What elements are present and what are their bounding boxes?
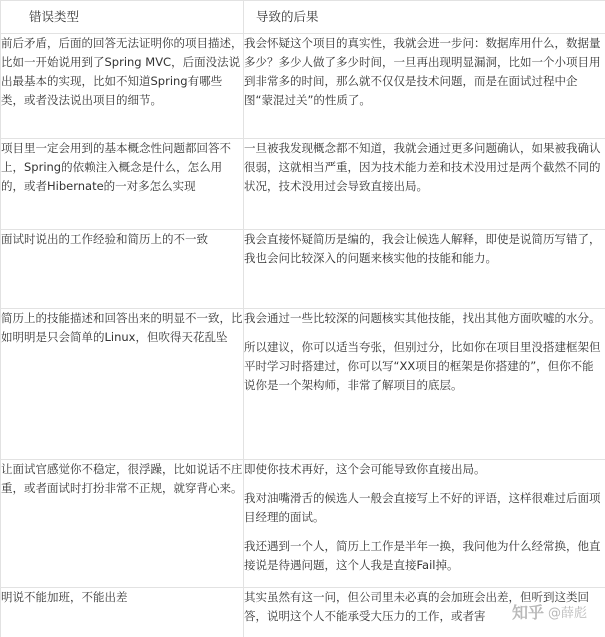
error-type-cell xyxy=(1,588,244,637)
watermark-logo: 知乎 xyxy=(511,603,544,622)
consequence-text: 我还遇到一个人，简历上工作是半年一换，我问他为什么经常换，他直接说是待遇问题，这个人我是直接Fail掉。 xyxy=(244,539,601,572)
error-type-cell xyxy=(1,309,244,460)
consequence-text: 一旦被我发现概念都不知道，我就会通过更多问题确认，如果被我确认很弱，这就相当严重，因为技术能力差和技术没用过是两个截然不同的状况，技术没用过会导致直接出局。 xyxy=(244,141,601,193)
consequence-cell xyxy=(244,230,605,309)
watermark-handle: @薛彪 xyxy=(547,606,587,621)
table-row xyxy=(1,34,605,139)
consequence-text: 我会怀疑这个项目的真实性，我就会进一步问：数据库用什么，数据量多少？多少人做了多少时间，一旦再出现明显漏洞，比如一个小项目用到非常多的时间，那么就不仅仅是技术问题，而是在面试过程中企图“蒙混过关”的性质了。 xyxy=(244,36,601,107)
error-type-text: 明说不能加班，不能出差 xyxy=(1,590,128,604)
consequence-cell xyxy=(244,309,605,460)
header-consequence: 导致的后果 xyxy=(244,1,605,34)
error-type-cell xyxy=(1,460,244,588)
consequence-text: 我会直接怀疑简历是编的，我会让候选人解释，即使是说简历写错了，我也会问比较深入的问题来核实他的技能和能力。 xyxy=(244,232,601,265)
error-type-cell xyxy=(1,34,244,139)
error-type-text: 项目里一定会用到的基本概念性问题都回答不上，Spring的依赖注入概念是什么，怎么用的，或者Hibernate的一对多怎么实现 xyxy=(1,141,231,193)
consequence-text: 即使你技术再好，这个会可能导致你直接出局。 xyxy=(244,462,486,476)
error-type-text: 简历上的技能描述和回答出来的明显不一致，比如明明是只会简单的Linux，但吹得天花乱坠 xyxy=(1,311,243,344)
table-row xyxy=(1,588,605,637)
header-error-type: 错误类型 xyxy=(1,1,244,34)
consequence-text: 我会通过一些比较深的问题核实其他技能，找出其他方面吹嘘的水分。 xyxy=(244,311,601,325)
table-row xyxy=(1,460,605,588)
error-type-cell xyxy=(1,230,244,309)
table-row xyxy=(1,309,605,460)
consequence-text: 我对油嘴滑舌的候选人一般会直接写上不好的评语，这样很难过后面项目经理的面试。 xyxy=(244,491,601,524)
consequence-cell xyxy=(244,34,605,139)
consequence-text: 其实虽然有这一问，但公司里未必真的会加班会出差，但听到这类回答，说明这个人不能承受大压力的工作，或者害 xyxy=(244,590,589,623)
error-type-text: 前后矛盾，后面的回答无法证明你的项目描述，比如一开始说用到了Spring MVC，后面没法说出最基本的实现，比如不知道Spring有哪些类，或者没法说出项目的细节。 xyxy=(1,36,243,107)
table-row xyxy=(1,139,605,230)
consequence-cell xyxy=(244,588,605,637)
consequence-text: 所以建议，你可以适当夸张，但别过分，比如你在项目里没搭建框架但平时学习时搭建过，你可以写“XX项目的框架是你搭建的”，但你不能说你是一个架构师，非常了解项目的底层。 xyxy=(244,340,601,392)
table-header-row xyxy=(1,1,605,34)
error-type-cell xyxy=(1,139,244,230)
consequence-cell xyxy=(244,139,605,230)
table-row xyxy=(1,230,605,309)
error-type-text: 让面试官感觉你不稳定，很浮躁，比如说话不庄重，或者面试时打扮非常不正规，就穿背心来。 xyxy=(1,462,243,495)
error-type-text: 面试时说出的工作经验和简历上的不一致 xyxy=(1,232,208,246)
consequence-cell xyxy=(244,460,605,588)
